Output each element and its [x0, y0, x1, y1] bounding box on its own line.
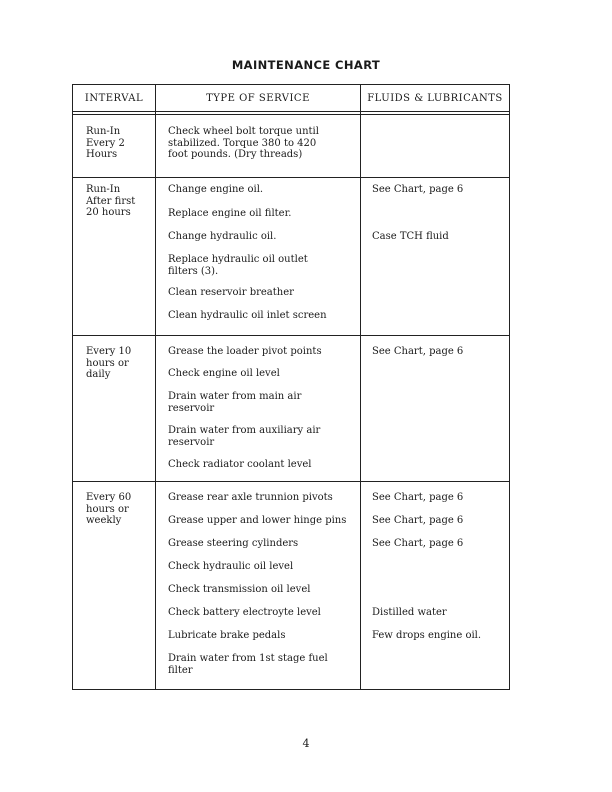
interval-line: weekly — [86, 515, 122, 527]
service-line: Check battery electroyte level — [168, 607, 321, 618]
maintenance-chart-table — [72, 84, 510, 690]
fluid-line: See Chart, page 6 — [372, 492, 464, 503]
service-line: Grease rear axle trunnion pivots — [168, 492, 333, 503]
service-line: Check radiator coolant level — [168, 459, 312, 470]
service-line: Clean reservoir breather — [168, 287, 294, 298]
service-line: Drain water from auxiliary air — [168, 425, 321, 436]
service-line: reservoir — [168, 436, 215, 448]
interval-line: Every 2 — [86, 137, 125, 149]
interval-line: After first — [86, 195, 136, 207]
interval-line: Run-In — [86, 184, 121, 195]
fluid-line: See Chart, page 6 — [372, 184, 464, 195]
section-divider — [73, 481, 509, 482]
service-line: Grease upper and lower hinge pins — [168, 515, 347, 526]
service-line: Drain water from 1st stage fuel — [168, 653, 328, 664]
interval-line: Hours — [86, 149, 118, 161]
interval-line: hours or — [86, 357, 129, 369]
service-line: Check engine oil level — [168, 368, 280, 379]
page-title: MAINTENANCE CHART — [231, 58, 381, 72]
service-line: Change hydraulic oil. — [168, 231, 277, 242]
interval-line: Run-In — [86, 126, 121, 137]
interval-line: 20 hours — [86, 207, 131, 219]
header-rule-bottom — [73, 114, 509, 115]
service-line: Grease the loader pivot points — [168, 346, 322, 357]
service-line: filter — [168, 664, 193, 676]
column-divider-2 — [360, 85, 361, 689]
header-rule-top — [73, 111, 509, 112]
section-divider — [73, 335, 509, 336]
service-line: foot pounds. (Dry threads) — [168, 149, 303, 161]
header-interval: INTERVAL — [84, 93, 144, 104]
section-divider — [73, 177, 509, 178]
service-line: Clean hydraulic oil inlet screen — [168, 310, 327, 321]
service-line: Lubricate brake pedals — [168, 630, 286, 641]
fluid-line: See Chart, page 6 — [372, 538, 464, 549]
service-line: stabilized. Torque 380 to 420 — [168, 137, 317, 149]
column-divider-1 — [155, 85, 156, 689]
fluid-line: Case TCH fluid — [372, 231, 449, 242]
service-line: filters (3). — [168, 265, 219, 277]
service-line: reservoir — [168, 402, 215, 414]
fluid-line: See Chart, page 6 — [372, 346, 464, 357]
fluid-line: Distilled water — [372, 607, 447, 618]
interval-line: hours or — [86, 503, 129, 515]
service-line: Replace engine oil filter. — [168, 208, 292, 219]
interval-line: Every 60 — [86, 492, 132, 503]
interval-line: daily — [86, 369, 111, 381]
interval-line: Every 10 — [86, 346, 132, 357]
service-line: Check transmission oil level — [168, 584, 311, 595]
service-line: Check hydraulic oil level — [168, 561, 294, 572]
service-line: Check wheel bolt torque until — [168, 126, 319, 137]
service-line: Drain water from main air — [168, 391, 302, 402]
header-type-of-service: TYPE OF SERVICE — [206, 93, 310, 104]
service-line: Change engine oil. — [168, 184, 264, 195]
page-number: 4 — [302, 737, 310, 750]
service-line: Grease steering cylinders — [168, 538, 299, 549]
service-line: Replace hydraulic oil outlet — [168, 254, 308, 265]
fluid-line: See Chart, page 6 — [372, 515, 464, 526]
header-fluids-lubricants: FLUIDS & LUBRICANTS — [367, 93, 503, 104]
fluid-line: Few drops engine oil. — [372, 630, 482, 641]
